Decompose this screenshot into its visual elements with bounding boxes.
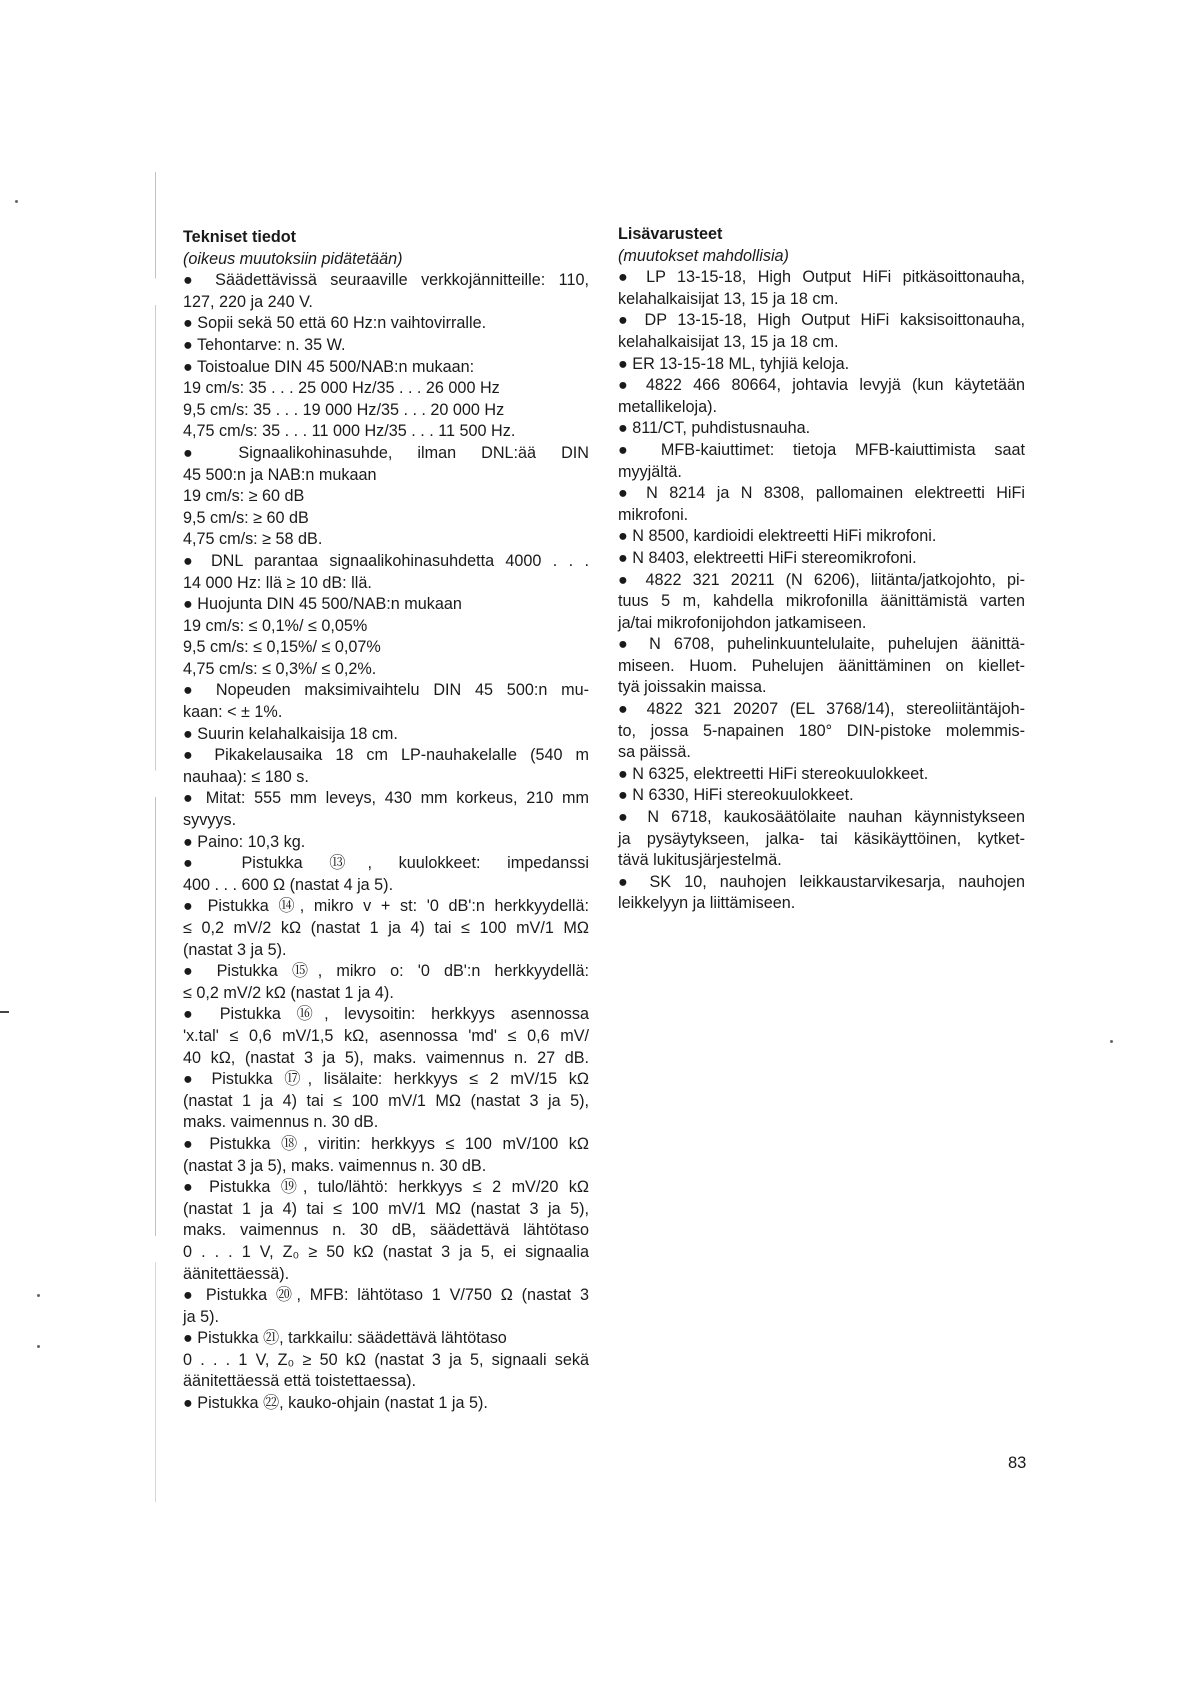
text-line: ● 4822 321 20211 (N 6206), liitänta/jatkojohto, pi- [618, 570, 1025, 589]
text-line: ja/tai mikrofonijohdon jatkamiseen. [618, 613, 867, 632]
text-line: ● N 6718, kaukosäätölaite nauhan käynnistykseen [618, 808, 1025, 827]
text-line: 4,75 cm/s: 35 . . . 11 000 Hz/35 . . . 11 500 Hz. [183, 422, 516, 441]
text-line: 14 000 Hz: llä ≥ 10 dB: llä. [183, 573, 372, 592]
text-line: ● Tehontarve: n. 35 W. [183, 335, 346, 354]
accessories-list [618, 267, 1025, 915]
text-line: ● Mitat: 555 mm leveys, 430 mm korkeus, 210 mm [183, 789, 589, 808]
text-line: ● Pistukka ⑲, tulo/lähtö: herkkyys ≤ 2 mV/20 kΩ [183, 1178, 589, 1197]
text-line: ● Nopeuden maksimivaihtelu DIN 45 500:n mu- [183, 681, 589, 700]
specs-subtitle: (oikeus muutoksiin pidätetään) [183, 249, 403, 268]
text-line: 'x.tal' ≤ 0,6 mV/1,5 kΩ, asennossa 'md' ≤ 0,6 mV/ [183, 1026, 589, 1045]
text-line: ● Pistukka ⑮, mikro o: '0 dB':n herkkyydellä: [183, 962, 589, 981]
text-line: ● N 8500, kardioidi elektreetti HiFi mikrofoni. [618, 527, 937, 546]
text-line: (nastat 3 ja 5), maks. vaimennus n. 30 dB. [183, 1156, 487, 1175]
text-line: ● Pistukka ㉑, tarkkailu: säädettävä lähtötaso [183, 1329, 507, 1348]
accessories-heading: Lisävarusteet [618, 225, 723, 243]
text-line: ● Pistukka ⑬, kuulokkeet: impedanssi [183, 854, 589, 873]
text-line: 127, 220 ja 240 V. [183, 292, 313, 311]
text-line: 0 . . . 1 V, Z₀ ≥ 50 kΩ (nastat 3 ja 5, ei signaalia [183, 1242, 589, 1261]
text-line: metallikeloja). [618, 397, 717, 416]
page-number: 83 [1008, 1454, 1027, 1472]
text-line: sa päissä. [618, 743, 691, 762]
text-line: ● MFB-kaiuttimet: tietoja MFB-kaiuttimista saat [618, 440, 1025, 459]
text-line: mikrofoni. [618, 505, 689, 524]
text-line: ● Pistukka ⑯, levysoitin: herkkyys asennossa [183, 1005, 589, 1024]
text-line: to, jossa 5-napainen 180° DIN-pistoke molemmis- [618, 721, 1025, 740]
text-line: (nastat 1 ja 4) tai ≤ 100 mV/1 MΩ (nastat 3 ja 5), [183, 1199, 589, 1218]
text-line: ● 4822 321 20207 (EL 3768/14), stereoliitäntäjoh- [618, 700, 1025, 719]
accessories-column [618, 224, 1025, 915]
text-line: ● Pistukka ⑳, MFB: lähtötaso 1 V/750 Ω (nastat 3 [183, 1286, 589, 1305]
text-line: ● N 6330, HiFi stereokuulokkeet. [618, 786, 854, 805]
text-line: 40 kΩ, (nastat 3 ja 5), maks. vaimennus n. 27 dB. [183, 1048, 589, 1067]
text-line: ● Sopii sekä 50 että 60 Hz:n vaihtovirralle. [183, 314, 487, 333]
text-line: ● LP 13-15-18, High Output HiFi pitkäsoittonauha, [618, 268, 1025, 287]
text-line: 4,75 cm/s: ≥ 58 dB. [183, 530, 323, 549]
text-line: (nastat 3 ja 5). [183, 940, 287, 959]
text-line: ● ER 13-15-18 ML, tyhjiä keloja. [618, 354, 850, 373]
text-line: nauhaa): ≤ 180 s. [183, 767, 309, 786]
specs-list [183, 270, 589, 1414]
text-line: ≤ 0,2 mV/2 kΩ (nastat 1 ja 4). [183, 983, 394, 1002]
text-line: 4,75 cm/s: ≤ 0,3%/ ≤ 0,2%. [183, 659, 377, 678]
text-line: ● Pistukka ⑭, mikro v + st: '0 dB':n herkkyydellä: [183, 897, 589, 916]
scan-speck [37, 1294, 40, 1297]
text-line: 9,5 cm/s: ≤ 0,15%/ ≤ 0,07% [183, 638, 381, 657]
text-line: 9,5 cm/s: ≥ 60 dB [183, 508, 309, 527]
text-line: (nastat 1 ja 4) tai ≤ 100 mV/1 MΩ (nastat 3 ja 5), [183, 1091, 589, 1110]
scan-speck [1110, 1040, 1113, 1043]
margin-rule [155, 172, 156, 1502]
scan-speck [37, 1345, 40, 1348]
text-line: tuus 5 m, kahdella mikrofonilla äänittämistä varten [618, 592, 1025, 611]
text-line: tyä joissakin maissa. [618, 678, 767, 697]
text-line: ja 5). [183, 1307, 219, 1326]
text-line: kelahalkaisijat 13, 15 ja 18 cm. [618, 332, 839, 351]
text-line: ● DNL parantaa signaalikohinasuhdetta 4000 . . . [183, 551, 589, 570]
text-line: ● N 6708, puhelinkuuntelulaite, puhelujen äänittä- [618, 635, 1025, 654]
text-line: leikkelyyn ja liittämiseen. [618, 894, 796, 913]
text-line: ≤ 0,2 mV/2 kΩ (nastat 1 ja 4) tai ≤ 100 mV/1 MΩ [183, 919, 589, 937]
text-line: 45 500:n ja NAB:n mukaan [183, 465, 377, 484]
text-line: ● N 8403, elektreetti HiFi stereomikrofoni. [618, 548, 917, 567]
text-line: ● Suurin kelahalkaisija 18 cm. [183, 724, 398, 743]
text-line: 19 cm/s: ≥ 60 dB [183, 487, 305, 506]
accessories-subtitle: (muutokset mahdollisia) [618, 246, 789, 265]
text-line: ● N 8214 ja N 8308, pallomainen elektreetti HiFi [618, 484, 1025, 503]
text-line: myyjältä. [618, 462, 682, 481]
text-line: ● Huojunta DIN 45 500/NAB:n mukaan [183, 595, 462, 614]
text-line: ● N 6325, elektreetti HiFi stereokuulokkeet. [618, 764, 929, 783]
text-line: tävä lukitusjärjestelmä. [618, 851, 782, 870]
text-line: 0 . . . 1 V, Z₀ ≥ 50 kΩ (nastat 3 ja 5, signaali sekä [183, 1350, 589, 1369]
text-line: ● Pistukka ⑱, viritin: herkkyys ≤ 100 mV/100 kΩ [183, 1134, 589, 1153]
specs-heading: Tekniset tiedot [183, 228, 297, 246]
text-line: miseen. Huom. Puhelujen äänittäminen on kiellet- [618, 656, 1025, 675]
text-line: ● Säädettävissä seuraaville verkkojännitteille: 110, [183, 271, 589, 290]
text-line: ● SK 10, nauhojen leikkaustarvikesarja, nauhojen [618, 872, 1025, 891]
text-line: 19 cm/s: ≤ 0,1%/ ≤ 0,05% [183, 616, 368, 635]
text-line: ● Pistukka ㉒, kauko-ohjain (nastat 1 ja 5). [183, 1394, 488, 1413]
text-line: kaan: < ± 1%. [183, 703, 283, 722]
text-line: 9,5 cm/s: 35 . . . 19 000 Hz/35 . . . 20 000 Hz [183, 400, 505, 419]
text-line: ja pysäytykseen, jalka- tai käsikäyttöinen, kytket- [618, 829, 1025, 848]
text-line: kelahalkaisijat 13, 15 ja 18 cm. [618, 289, 839, 308]
text-line: maks. vaimennus n. 30 dB. [183, 1113, 379, 1132]
text-line: maks. vaimennus n. 30 dB, säädettävä lähtötaso [183, 1221, 589, 1240]
text-line: ● Signaalikohinasuhde, ilman DNL:ää DIN [183, 443, 589, 462]
text-line: ● 4822 466 80664, johtavia levyjä (kun käytetään [618, 376, 1025, 395]
text-line: 19 cm/s: 35 . . . 25 000 Hz/35 . . . 26 000 Hz [183, 379, 500, 398]
text-line: ● Toistoalue DIN 45 500/NAB:n mukaan: [183, 357, 475, 376]
text-line: syvyys. [183, 811, 237, 830]
text-line: äänitettäessä). [183, 1264, 290, 1283]
text-line: 400 . . . 600 Ω (nastat 4 ja 5). [183, 875, 394, 894]
text-line: ● Pikakelausaika 18 cm LP-nauhakelalle (540 m [183, 746, 589, 765]
text-line: ● 811/CT, puhdistusnauha. [618, 419, 811, 438]
text-line: ● DP 13-15-18, High Output HiFi kaksisoittonauha, [618, 311, 1025, 330]
text-line: ● Paino: 10,3 kg. [183, 832, 306, 851]
text-line: ● Pistukka ⑰, lisälaite: herkkyys ≤ 2 mV/15 kΩ [183, 1070, 589, 1089]
edge-mark [0, 1011, 9, 1013]
technical-specs-column [183, 227, 589, 1415]
scan-speck [15, 200, 18, 203]
text-line: äänitettäessä että toistettaessa). [183, 1372, 417, 1391]
